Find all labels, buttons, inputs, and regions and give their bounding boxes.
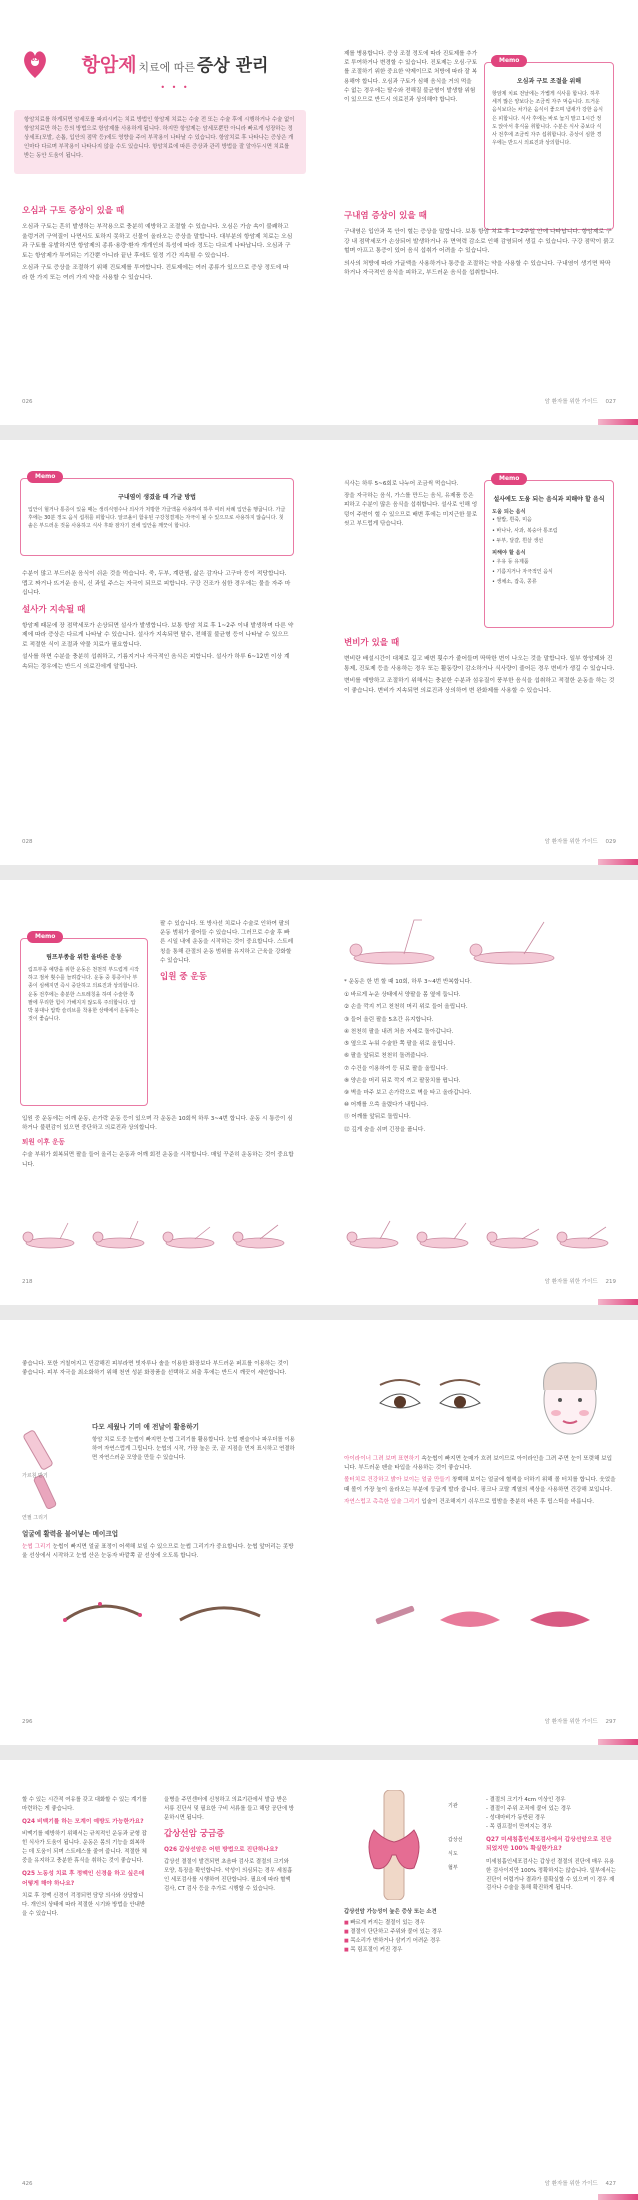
chapter-title [60,50,290,95]
list-item: ⑨ 벽을 마주 보고 손가락으로 벽을 타고 올라갑니다. [344,1089,472,1096]
left-para-2: 오심과 구토 증상을 조절하기 위해 진토제를 투여합니다. 진토제에는 여러 종류가 있으므로 증상 정도에 따라 한 가지 또는 여러 가지 약을 사용할 수 있습니다. [22,265,289,281]
right-para-2: 의사의 처방에 따라 가글액을 사용하거나 통증을 조절하는 약을 사용할 수 있습니다. 구내염이 생기면 딱딱하거나 자극적인 음식을 피하고, 부드러운 음식을 섭취합니다. [344,260,611,277]
diagram-label-thyroid: 갑상선 [448,1837,463,1843]
tip-2-text: 눈썹이 빠지면 얼굴 표정이 어색해 보일 수 있으므로 눈썹 그리기가 중요합니다. 눈썹 앞머리는 콧방울 선상에서 시작하고 눈썹 산은 눈동자 바깥쪽 끝 선상에 오도록 합니다. [22,1543,294,1560]
q27-body: 미세침흡인세포검사는 갑상선 결절의 진단에 매우 유용한 검사이지만 100% 정확하지는 않습니다. 일부에서는 진단이 어렵거나 결과가 불확실할 수 있으며 이 경우 재검사나 수술을 통해 확진하게 됩니다. [486,1858,616,1892]
spread-gap [0,1745,638,1760]
memo-list-2 [492,558,606,587]
right-block-1 [344,1455,616,1473]
page-number-left: 218 [22,1279,33,1285]
page-number-left: 296 [22,1719,33,1725]
chapter-badge [20,44,50,82]
memo-title: 구내염이 생겼을 때 가글 방법 [118,494,196,501]
thyroid-diagram [344,1790,474,1900]
list-item: ⑪ 어깨를 앞뒤로 돌립니다. [344,1114,411,1121]
right-para-1: 구내염은 입안과 목 안이 헐는 증상을 말합니다. 보통 항암 치료 후 1~2주일 안에 나타납니다. 항암제로 구강 내 점막세포가 손상되어 발생하거나 유 면역력 감소로 인해 감염되어 생길 수 있습니다. 구강 점막이 붉고 헐며 아프고 통증이 있어 음식 섭취가 어려울 수 있습니다. [344,229,615,255]
list-item: ⑫ 깊게 숨을 쉬며 긴장을 풉니다. [344,1126,426,1133]
footer-right-wrap [545,398,616,407]
bullet-title: 갑상선암 가능성이 높은 증상 또는 소견 [344,1909,437,1915]
makeup-tools-illustration [22,1420,82,1510]
right-title-3: 자연스럽고 촉촉한 입술 그리기 [344,1498,420,1505]
footer-title: 암 환자를 위한 가이드 [544,839,598,845]
title-part-2: 치료에 따른 [138,61,196,74]
list-item: ■ 목 림프절이 커진 경우 [344,1946,478,1955]
q26-body: 갑상선 결절이 발견되면 초음파 검사로 결절의 크기와 모양, 특징을 확인합니다. 악성이 의심되는 경우 세침흡인 세포검사를 시행하여 진단합니다. 필요에 따라 혈액검사, CT 검사 등을 추가로 시행할 수 있습니다. [164,1859,293,1893]
list-item: ② 손을 깍지 끼고 천천히 머리 위로 들어 올립니다. [344,1004,468,1011]
list-item: • 기름지거나 자극적인 음식 [492,568,606,576]
eye-makeup-illustration [370,1365,490,1425]
page-number-right: 027 [605,399,616,405]
left-para-1: 오심과 구토는 흔히 발생하는 부작용으로 충분히 예방하고 조절할 수 있습니다. 오심은 가슴 속이 불쾌하고 울렁거려 구역질이 나면서도 토하지 못하고 신물이 올라오는 증상을 말합니다. 대부분의 항암제 치료는 오심과 구토를 유발하지만 항암제의 종류·용량·환자 개개인의 특성에 따라 정도는 다르게 나타납니다. 오심과 구토는 항암제가 투여되는 기간뿐 아니라 끝난 후에도 일정 기간 지속될 수 있습니다. [22,224,293,259]
tool-label-a: 가르침 받기 [22,1473,48,1479]
chapter-number: 03 [31,57,39,63]
heading-inpatient-exercise: 입원 중 운동 [160,972,207,983]
spread-3 [0,880,638,1305]
footer-right-wrap [545,838,616,847]
heading-nausea: 오심과 구토 증상이 있을 때 [22,206,125,216]
list-item: ⑧ 양손을 머리 뒤로 깍지 끼고 팔꿈치를 폅니다. [344,1077,461,1084]
heading-diarrhea: 설사가 지속될 때 [22,604,86,615]
right-block-2 [344,1476,616,1494]
right-body-1: 속눈썹이 빠지면 눈매가 흐려 보이므로 아이라인을 그려 주면 눈이 또렷해 보입니다. 부드러운 펜슬 타입을 사용하는 것이 좋습니다. [344,1456,613,1472]
diagram-label-isthmus: 협부 [448,1865,458,1871]
title-part-1: 항암제 [81,54,137,76]
spread-gap [0,425,638,440]
right-para-top: 제를 병용합니다. 증상 조절 정도에 따라 진토제를 추가로 투여하거나 변경할 수 있습니다. 진토제는 오심·구토를 조절하기 위한 중요한 약제이므로 처방에 따라 잘 복용해야 합니다. 오심과 구토가 심해 음식을 거의 먹을 수 없는 경우에는 탈수와 전해질 불균형이 발생할 위험이 있으므로 반드시 의료진과 상의해야 합니다. [344,51,478,104]
thyroid-illustration [344,1790,444,1900]
tool-label-b: 연필 그리기 [22,1515,48,1521]
right-title-2: 볼터치로 건강하고 밝아 보이는 얼굴 만들기 [344,1477,451,1484]
page-number-right: 427 [605,2181,616,2187]
exercise-figures-right [344,1215,616,1255]
memo-tab: Memo [27,931,63,943]
list-item: - 결절의 크기가 4cm 이상인 경우 [486,1797,566,1803]
left-para-3: 설사를 하면 수분을 충분히 섭취하고, 기름지거나 자극적인 음식은 피합니다. 설사가 하루 6~12번 이상 계속되는 경우에는 반드시 의료진에게 알립니다. [22,654,290,670]
exercise-figures-left [20,1215,300,1255]
list-item: • 쌀밥, 흰죽, 미음 [492,516,606,524]
list-item: • 바나나, 사과, 복숭아 통조림 [492,527,606,535]
spread-4 [0,1320,638,1745]
diagram-label-trachea: 기관 [448,1803,458,1809]
memo-title: 오심과 구토 조절을 위해 [516,78,582,85]
heading-stomatitis: 구내염 증상이 있을 때 [344,211,427,221]
right-para-4: 변비를 예방하고 조절하기 위해서는 충분한 수분과 섬유질이 풍부한 음식을 섭취하고 적절한 운동을 하는 것이 좋습니다. 변비가 지속되면 의료진과 상의하여 변 완화제를 사용할 수 있습니다. [344,678,615,694]
diagram-label-esophagus: 식도 [448,1851,458,1857]
q26-title: Q26 갑상선암은 어떤 방법으로 진단하나요? [164,1846,279,1853]
eyebrow-illustrations [60,1590,270,1630]
right-title-1: 아이라이너 그려 보며 표현하기 [344,1456,420,1462]
list-item: ■ 목소리가 변하거나 삼키기 어려운 경우 [344,1937,478,1946]
heading-outpatient-exercise: 퇴원 이후 운동 [22,1138,65,1147]
mid-para-1: 팔 수 있습니다. 또 방사선 치료나 수술로 인하여 팔의 운동 범위가 줄어들 수 있습니다. 그러므로 수술 후 빠른 시일 내에 운동을 시작하는 것이 중요합니다. 스트레칭을 통해 관절의 운동 범위를 유지하고 근육을 강화할 수 있습니다. [160,921,294,964]
lip-illustrations [370,1598,610,1638]
list-item: ■ 결절이 단단하고 주위와 붙어 있는 경우 [344,1928,478,1937]
list-item: ⑤ 옆으로 누워 수술한 쪽 팔을 위로 올립니다. [344,1041,456,1048]
page-number-left: 426 [22,2181,33,2187]
thyroid-bullets [344,1919,478,1955]
tip-2-label: 눈썹 그리기 [22,1543,51,1550]
memo-body: 입안이 헐거나 통증이 있을 때는 생리식염수나 의사가 처방한 가글액을 사용하여 하루 여러 차례 입안을 헹굽니다. 가글 후에는 30분 정도 음식 섭취를 피합니다. 알코올이 함유된 구강청결제는 자극이 될 수 있으므로 사용하지 않습니다. 칫솔은 부드러운 것을 사용하고 식사 후와 잠자기 전에 입안을 깨끗이 합니다. [28,506,286,530]
thyroid-heading: 갑상선암 궁금증 [164,1828,225,1839]
list-item: • 생채소, 잡곡, 콩류 [492,578,606,586]
memo-tab: Memo [27,471,63,483]
memo-list-1 [492,516,606,545]
page-number-left: 026 [22,399,33,405]
left-top-para: 할 수 있는 시간적 여유를 갖고 대화할 수 있는 계기를 마련하는 게 좋습니다. [22,1797,147,1812]
exercise-caption: * 운동은 한 번 할 때 10회, 하루 3~4번 반복합니다. [344,979,472,985]
memo-box-4 [20,933,148,1106]
memo-tab: Memo [491,55,527,67]
footer-title: 암 환자를 위한 가이드 [544,1279,598,1285]
right-para-1: 식사는 하루 5~6회로 나누어 조금씩 먹습니다. [344,481,459,487]
footer-right-wrap [545,1718,616,1727]
mid-para-3: 수술 부위가 회복되면 팔을 들어 올리는 운동과 어깨 회전 운동을 시작합니다. 매일 꾸준히 운동하는 것이 중요합니다. [22,1152,294,1168]
memo-body: 림프부종 예방을 위한 운동은 천천히 부드럽게 시작하고 점차 횟수를 늘려갑니다. 운동 중 통증이나 부종이 심해지면 즉시 중단하고 의료진과 상의합니다. 운동 전후에는 충분한 스트레칭을 하며 수술한 쪽 팔에 무리한 힘이 가해지지 않도록 주의합니다. 압박 붕대나 압박 슬리브를 착용한 상태에서 운동하는 것이 좋습니다. [28,966,139,1023]
list-item: ⑥ 팔을 앞뒤로 천천히 돌려줍니다. [344,1053,429,1060]
memo-group-1: 도움 되는 음식 [492,508,526,515]
list-item: - 목 림프절이 만져지는 경우 [486,1823,553,1830]
exercise-steps [344,991,616,1135]
page-number-right: 029 [605,839,616,845]
left-top-para: 좋습니다. 또한 거칠어지고 민감해진 피부라면 빗자루나 솔을 이용한 화장보다 부드러운 퍼프를 이용하는 것이 좋습니다. 피부 자극을 최소화하기 위해 천연 성분 화장품을 선택하고 외출 후에는 반드시 깨끗이 세안합니다. [22,1361,289,1377]
q24-title: Q24 비맥기를 하는 모계이 예방도 가능한가요? [22,1818,144,1825]
list-item: • 우유 등 유제품 [492,558,606,566]
tip-2-title: 얼굴에 활력을 불어넣는 메이크업 [22,1530,119,1538]
tip-1-title: 다모 세웠나 기미 애 전날이 활용하기 [92,1423,200,1431]
memo-box-3 [484,475,614,628]
list-item: - 결절이 주위 조직에 붙어 있는 경우 [486,1805,572,1812]
tip-2-body [22,1543,294,1561]
right-top-list [486,1796,616,1832]
page-number-right: 219 [605,1279,616,1285]
right-para-2: 장을 자극하는 음식, 가스를 만드는 음식, 유제품 등은 피하고 수분이 많은 음식을 섭취합니다. 설사로 인해 엉덩이 주변이 헐 수 있으므로 배변 후에는 미지근한 물로 씻고 부드럽게 닦습니다. [344,493,478,527]
title-dots: • • • [160,83,190,93]
right-body-2: 창백해 보이는 얼굴에 혈색을 더하기 위해 볼 터치를 합니다. 웃었을 때 볼이 가장 높이 올라오는 부분에 둥글게 발라 줍니다. 핑크나 코랄 계열의 색상을 사용하면 건강해 보입니다. [344,1477,616,1493]
list-item: ⑦ 수건을 이용하여 등 뒤로 팔을 올립니다. [344,1065,448,1072]
memo-title: 림프부종을 위한 올바른 운동 [46,954,122,961]
footer-title: 암 환자를 위한 가이드 [544,2181,598,2187]
right-para-3: 변비란 배설시간이 대체로 길고 배변 횟수가 줄어들며 딱딱한 변이 나오는 것을 말합니다. 일부 항암제와 진통제, 진토제 등을 사용하는 경우 또는 활동량이 감소하거나 식사량이 줄어든 경우 변비가 생길 수 있습니다. [344,656,615,672]
page-number-right: 297 [605,1719,616,1725]
right-block-3 [344,1498,616,1507]
q24-body: 비맥기를 예방하기 위해서는 규칙적인 운동과 균형 잡힌 식사가 도움이 됩니다. 운동은 몸의 기능을 회복하는 데 도움이 되며 스트레스를 줄여 줍니다. 적절한 체중을 유지하고 충분한 휴식을 취하는 것이 좋습니다. [22,1831,147,1865]
memo-box-2 [20,473,294,556]
heading-constipation: 변비가 있을 때 [344,638,400,648]
mid-top-para: 을병을 주민센터에 신청하고 의료기관에서 발급 받은 서류 진단서 및 필요한 구비 서류를 들고 해당 공단에 방문하시면 됩니다. [164,1797,294,1821]
list-item: ■ 빠르게 커지는 결절이 있는 경우 [344,1919,478,1928]
footer-right-wrap [545,2180,616,2189]
footer-title: 암 환자를 위한 가이드 [544,399,598,405]
list-item: ④ 천천히 팔을 내려 처음 자세로 돌아갑니다. [344,1028,454,1035]
memo-title: 설사에도 도움 되는 음식과 피해야 할 음식 [493,496,605,503]
q25-title: Q25 노동성 치료 후 정맥인 신경을 하고 싶은데 어떻게 해야 하나요? [22,1871,145,1887]
left-para-2: 항암제 때문에 장 점막세포가 손상되면 설사가 발생합니다. 보통 항암 치료 후 1~2주 이내 발생하며 다른 약제에 따라 증상은 다르게 나타날 수 있습니다. 설사가 지속되면 탈수, 전해질 불균형 등이 나타날 수 있으므로 적절한 식이 조절과 약물 치료가 필요합니다. [22,622,294,648]
footer-title: 암 환자를 위한 가이드 [544,1719,598,1725]
spread-gap [0,1305,638,1320]
left-para-1: 수분이 많고 부드러운 음식이 쉬운 것을 먹습니다. 죽, 두부, 계란찜, 삶은 감자나 고구마 등이 적당합니다. 맵고 짜거나 뜨거운 음식, 신 과일 주스는 자극이 되므로 피합니다. 구강 건조가 심한 경우에는 물을 자주 마십니다. [22,571,291,597]
tip-1-body: 항암 치료 도중 눈썹이 빠지면 눈썹 그리기를 활용합니다. 눈썹 펜슬이나 파우더를 이용하여 자연스럽게 그립니다. 눈썹의 시작, 가장 높은 곳, 끝 지점을 먼저 표시하고 연결하면 자연스러운 모양을 만들 수 있습니다. [92,1436,295,1461]
spread-1 [0,0,638,425]
list-item: ① 바르게 누운 상태에서 양팔을 몸 옆에 둡니다. [344,992,461,999]
q27-title: Q27 미세침흡인세포검사에서 갑상선암으로 진단되었지만 100% 확실한가요? [486,1836,612,1853]
title-part-3: 증상 관리 [196,56,269,76]
exercise-figures-top [344,910,616,970]
q25-body: 치료 후 정맥 신경이 걱정되면 담당 의사와 상담합니다. 개인의 상태에 따라 적절한 시기와 방법을 안내받을 수 있습니다. [22,1893,146,1917]
face-illustration [530,1355,610,1450]
spread-5 [0,1760,638,2200]
intro-box: 항암치료를 하게되면 암세포를 파괴시키는 치료 방법인 항암제 치료는 수술 전 또는 수술 후에 시행하거나 수술 없이 항암치료만 하는 등의 방법으로 항암제를 사용하게 됩니다. 하지만 항암제는 암세포뿐만 아니라 빠르게 성장하는 정상세포(모발, 손톱, 입안의 점막 등)에도 영향을 주어 부작용이 나타날 수 있습니다. 항암치료 후 나타나는 증상은 개인마다 다르며 부작용이 나타나지 않을 수도 있습니다. 항암치료에 따른 증상과 관리 방법을 잘 알아두시면 치료를 받는 동안 도움이 됩니다. [14,110,306,174]
memo-body: 항암제 치료 전날에는 가볍게 식사를 합니다. 하루 세끼 많은 양보다는 조금씩 자주 먹습니다. 뜨거운 음식보다는 차가운 음식이 좋으며 냄새가 강한 음식은 피합니다. 식사 후에는 바로 눕지 말고 1시간 정도 앉아서 휴식을 취합니다. 수분은 식사 중보다 식사 전후에 조금씩 자주 섭취합니다. 증상이 심한 경우에는 반드시 의료진과 상의합니다. [492,90,603,147]
list-item: ⑩ 어깨를 으쓱 올렸다가 내립니다. [344,1102,429,1109]
list-item: ③ 들어 올린 팔을 5초간 유지합니다. [344,1016,434,1023]
footer-right-wrap [545,1278,616,1287]
spread-gap [0,865,638,880]
spread-2 [0,440,638,865]
list-item: • 두부, 달걀, 흰살 생선 [492,537,606,545]
page-number-left: 028 [22,839,33,845]
page-tab-marker [598,2194,638,2200]
list-item: - 성대마비가 동반된 경우 [486,1814,546,1821]
memo-group-2: 피해야 할 음식 [492,550,526,557]
mid-para-2: 입원 중 운동에는 어깨 운동, 손가락 운동 등이 있으며 각 운동은 10회씩 하루 3~4번 합니다. 운동 시 통증이 심하거나 불편감이 있으면 중단하고 의료진과 상의합니다. [22,1116,293,1132]
memo-tab: Memo [491,473,527,485]
right-body-3: 입술이 건조해지기 쉬우므로 립밤을 충분히 바른 후 립스틱을 바릅니다. [421,1498,595,1505]
